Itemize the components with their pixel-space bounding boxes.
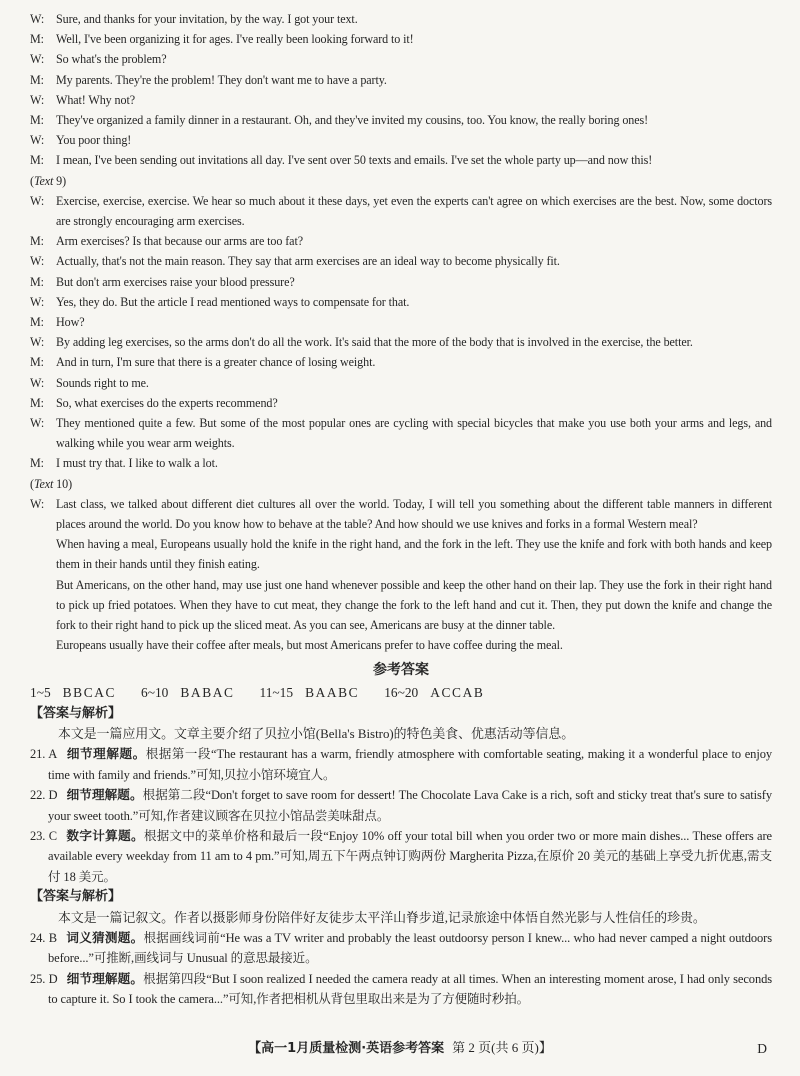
item-explanation: 根据第四段“But I soon realized I needed the camera ready at all times. When an interesting moment arose, I had only seconds to capture it. So I took the camera...”可知,作者把相机从背包里取出来是为了方便随时秒拍。 bbox=[48, 971, 773, 1007]
transcript-line bbox=[30, 130, 772, 150]
item-number-answer: 21. A bbox=[30, 747, 58, 762]
speaker-label: M: bbox=[30, 113, 44, 128]
answer-letters: BABAC bbox=[180, 684, 235, 700]
item-explanation: 根据画线词前“He was a TV writer and probably the least outdoorsy person I knew... who had never camped a night outdoors before...”可推断,画线词与 Unusual 的意思最接近。 bbox=[48, 930, 773, 966]
transcript-text: They mentioned quite a few. But some of the most popular ones are cycling with special bicycles that make you use both your arms and legs, and walking while you wear arm weights. bbox=[56, 416, 772, 451]
speaker-label: W: bbox=[30, 12, 45, 26]
transcript-line bbox=[30, 110, 772, 130]
item-explanation: 根据第二段“Don't forget to save room for dessert! The Chocolate Lava Cake is a rich, soft and sticky treat that's sure to satisfy your sweet tooth.”可知,作者建议顾客在贝拉小馆品尝美味甜点。 bbox=[48, 788, 772, 823]
marker-number: 9) bbox=[53, 173, 67, 188]
transcript-text: Exercise, exercise, exercise. We hear so much about it these days, yet even the experts can't agree on which exercises are the best. Now, some doctors are strongly encouraging arm exercises. bbox=[56, 193, 772, 229]
speaker-label: W: bbox=[30, 254, 45, 269]
speaker-label: M: bbox=[30, 315, 44, 330]
speaker-label: M: bbox=[30, 395, 44, 410]
item-number-answer: 25. D bbox=[30, 971, 58, 986]
marker-paren: ( bbox=[30, 476, 34, 491]
analysis-header: 【答案与解析】 bbox=[30, 705, 122, 721]
transcript-text: You poor thing! bbox=[56, 133, 132, 148]
item-number-answer: 23. C bbox=[30, 828, 58, 843]
speaker-label: M: bbox=[30, 274, 44, 289]
transcript-text: Europeans usually have their coffee after meals, but most Americans prefer to have coffee during the meal. bbox=[56, 638, 563, 653]
listening-transcript bbox=[30, 9, 772, 656]
footer-title: 【高一1月质量检测·英语参考答案 bbox=[248, 1041, 445, 1056]
speaker-label: W: bbox=[30, 52, 45, 67]
transcript-text: I mean, I've been sending out invitations all day. I've sent over 50 texts and emails. I've set the whole party up—and now this! bbox=[56, 153, 653, 168]
transcript-text: They've organized a family dinner in a restaurant. Oh, and they've invited my cousins, too. You know, the really boring ones! bbox=[56, 113, 649, 128]
transcript-line bbox=[30, 352, 772, 372]
answer-key-group bbox=[384, 682, 484, 703]
analysis-intro: 本文是一篇应用文。文章主要介绍了贝拉小馆(Bella's Bistro)的特色美食、优惠活动等信息。 bbox=[58, 726, 575, 741]
speaker-label: W: bbox=[30, 496, 45, 511]
speaker-label: W: bbox=[30, 416, 45, 431]
transcript-text: How? bbox=[56, 315, 85, 330]
item-number-answer: 24. B bbox=[30, 930, 57, 945]
transcript-text: My parents. They're the problem! They don't want me to have a party. bbox=[56, 72, 387, 87]
transcript-line bbox=[30, 453, 772, 473]
speaker-label: M: bbox=[30, 32, 44, 47]
transcript-text: Well, I've been organizing it for ages. I've really been looking forward to it! bbox=[56, 32, 414, 47]
transcript-text: When having a meal, Europeans usually hold the knife in the right hand, and the fork in the left. They use the knife and fork with both hands and keep them in their hands until they finish eating. bbox=[56, 537, 772, 572]
marker-word: Text bbox=[33, 476, 54, 491]
analysis-item bbox=[30, 928, 772, 969]
transcript-line bbox=[30, 413, 772, 453]
transcript-line bbox=[30, 191, 772, 231]
analysis-intro: 本文是一篇记叙文。作者以摄影师身份陪伴好友徒步太平洋山脊步道,记录旅途中体悟自然光影与人性信任的珍贵。 bbox=[58, 910, 706, 925]
answer-letters: BBCAC bbox=[62, 684, 117, 700]
transcript-line bbox=[30, 393, 772, 413]
transcript-text: But don't arm exercises raise your blood pressure? bbox=[56, 274, 295, 289]
transcript-line bbox=[30, 231, 772, 251]
marker-paren: ( bbox=[30, 173, 34, 188]
text-section-marker bbox=[30, 474, 772, 494]
transcript-paragraph bbox=[30, 635, 772, 655]
question-type: 数字计算题。 bbox=[66, 827, 144, 843]
transcript-line bbox=[30, 9, 772, 29]
analysis-section-2 bbox=[30, 887, 772, 1009]
transcript-line bbox=[30, 292, 772, 312]
transcript-text: Sure, and thanks for your invitation, by the way. I got your text. bbox=[56, 12, 358, 26]
transcript-text: So what's the problem? bbox=[56, 52, 167, 67]
item-explanation: 根据文中的菜单价格和最后一段“Enjoy 10% off your total bill when you order two or more main dishes... These offers are available every weekday from 11 am to 4 pm.”可知,周五下午两点钟订购两份 Margherita Pizza,在原价 20 美元的基础上享受九折优惠,需支付 18 美元。 bbox=[48, 828, 772, 884]
transcript-text: Yes, they do. But the article I read mentioned ways to compensate for that. bbox=[56, 294, 410, 309]
analysis-item bbox=[30, 744, 772, 785]
transcript-line bbox=[30, 70, 772, 90]
transcript-paragraph bbox=[30, 575, 772, 636]
page-corner-letter: D bbox=[757, 1041, 767, 1056]
transcript-text: But Americans, on the other hand, may use just one hand whenever possible and keep the other hand on their lap. They use the fork in their right hand to pick up fried potatoes. When they have to cut meat, they change the fork to the left hand and cut it. Then, they put down the knife and change the fork to their right hand to pick up the sliced meat. As you can see, Americans are busy at the dinner table. bbox=[56, 577, 772, 633]
answer-letters: ACCAB bbox=[430, 684, 485, 700]
transcript-line bbox=[30, 373, 772, 393]
item-explanation: 根据第一段“The restaurant has a warm, friendly atmosphere with comfortable seating, making it a wonderful place to enjoy time with family and friends.”可知,贝拉小馆环境宜人。 bbox=[48, 747, 772, 782]
speaker-label: M: bbox=[30, 153, 44, 168]
transcript-text: I must try that. I like to walk a lot. bbox=[56, 456, 218, 471]
question-range: 6~10 bbox=[141, 684, 169, 700]
transcript-text: Arm exercises? Is that because our arms are too fat? bbox=[56, 234, 303, 249]
footer-page-number: 第 2 页(共 6 页)】 bbox=[452, 1040, 552, 1055]
transcript-paragraph bbox=[30, 534, 772, 574]
transcript-text: Last class, we talked about different diet cultures all over the world. Today, I will tell you something about the different table manners in different places around the world. Do you know how to behave at the table? And how should we use knives and forks in a formal Western meal? bbox=[56, 496, 772, 532]
transcript-text: So, what exercises do the experts recommend? bbox=[56, 395, 278, 410]
transcript-line bbox=[30, 312, 772, 332]
speaker-label: W: bbox=[30, 375, 45, 390]
analysis-header: 【答案与解析】 bbox=[30, 889, 122, 905]
speaker-label: W: bbox=[30, 92, 45, 107]
question-range: 11~15 bbox=[259, 684, 294, 700]
transcript-line bbox=[30, 90, 772, 110]
question-type: 细节理解题。 bbox=[66, 746, 146, 762]
transcript-text: Actually, that's not the main reason. They say that arm exercises are an ideal way to become physically fit. bbox=[56, 254, 560, 269]
speaker-label: W: bbox=[30, 133, 45, 148]
speaker-label: W: bbox=[30, 335, 45, 350]
transcript-line bbox=[30, 49, 772, 69]
marker-word: Text bbox=[33, 173, 54, 188]
speaker-label: W: bbox=[30, 294, 45, 309]
answer-key-group bbox=[260, 682, 360, 703]
item-number-answer: 22. D bbox=[30, 788, 58, 803]
answer-key-group bbox=[30, 682, 116, 703]
transcript-line bbox=[30, 29, 772, 49]
question-range: 16~20 bbox=[384, 684, 419, 700]
answer-key-row bbox=[30, 682, 772, 703]
transcript-line bbox=[30, 272, 772, 292]
transcript-line bbox=[30, 251, 772, 271]
answer-key-group bbox=[141, 682, 234, 703]
transcript-line bbox=[30, 494, 772, 534]
transcript-text: What! Why not? bbox=[56, 92, 135, 107]
page-footer bbox=[0, 1039, 800, 1058]
text-section-marker bbox=[30, 171, 772, 191]
speaker-label: M: bbox=[30, 234, 44, 249]
speaker-label: W: bbox=[30, 193, 45, 208]
question-range: 1~5 bbox=[30, 684, 51, 700]
transcript-text: Sounds right to me. bbox=[56, 375, 149, 390]
question-type: 词义猜测题。 bbox=[65, 929, 144, 945]
transcript-line bbox=[30, 150, 772, 170]
transcript-text: By adding leg exercises, so the arms don't do all the work. It's said that the more of the body that is involved in the exercise, the better. bbox=[56, 335, 693, 350]
marker-number: 10) bbox=[53, 476, 72, 491]
question-type: 细节理解题。 bbox=[66, 787, 143, 803]
transcript-line bbox=[30, 332, 772, 352]
speaker-label: M: bbox=[30, 456, 44, 471]
answer-letters: BAABC bbox=[305, 684, 360, 700]
analysis-item bbox=[30, 785, 772, 826]
analysis-section-1 bbox=[30, 704, 772, 888]
question-type: 细节理解题。 bbox=[66, 970, 144, 986]
answers-heading: 参考答案 bbox=[373, 661, 429, 678]
speaker-label: M: bbox=[30, 355, 44, 370]
speaker-label: M: bbox=[30, 72, 44, 87]
transcript-text: And in turn, I'm sure that there is a greater chance of losing weight. bbox=[56, 355, 376, 370]
analysis-item bbox=[30, 826, 772, 887]
analysis-item bbox=[30, 969, 772, 1010]
